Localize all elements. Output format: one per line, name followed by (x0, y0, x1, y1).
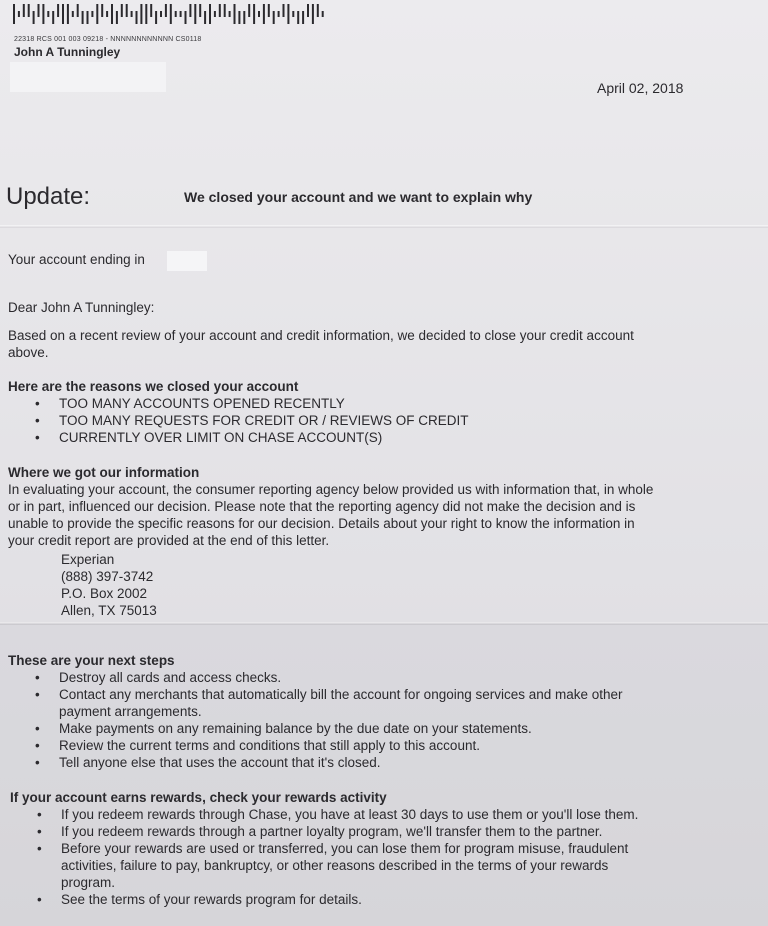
barcode-bar (52, 11, 54, 24)
barcode-bar (62, 4, 64, 24)
barcode-bar (229, 11, 231, 17)
barcode-bar (136, 11, 138, 24)
barcode-bar (253, 4, 255, 24)
barcode-bar (322, 11, 324, 17)
barcode-bar (87, 11, 89, 24)
barcode-bar (268, 4, 270, 17)
barcode-bar (180, 11, 182, 17)
barcode-bar (18, 11, 20, 17)
barcode-bar (204, 11, 206, 24)
bullet-icon: • (35, 430, 40, 445)
bullet-icon: • (35, 687, 40, 702)
barcode-bar (224, 4, 226, 17)
bullet-icon: • (35, 396, 40, 411)
barcode-bar (96, 4, 98, 24)
intro-line: above. (8, 345, 49, 360)
update-title: We closed your account and we want to explain why (184, 189, 533, 205)
bullet-icon: • (35, 738, 40, 753)
barcode-bar (23, 4, 25, 17)
barcode-bar (283, 4, 285, 17)
redacted-account-number (167, 251, 207, 271)
barcode-bar (219, 4, 221, 17)
bullet-icon: • (37, 892, 42, 907)
fold-line (0, 622, 768, 625)
step-item: • Review the current terms and conditions that still apply to this account. (35, 738, 480, 753)
reason-item: • TOO MANY REQUESTS FOR CREDIT OR / REVIEWS OF CREDIT (35, 413, 469, 428)
update-label: Update: (6, 183, 91, 210)
agency-address (61, 551, 157, 619)
next-steps-list (35, 669, 623, 771)
barcode-bar (263, 4, 265, 24)
barcode-bar (297, 11, 299, 24)
rewards-item: • If you redeem rewards through Chase, you have at least 30 days to use them or you'll lose them. (37, 807, 639, 822)
barcode-bar (317, 4, 319, 17)
step-item: • Destroy all cards and access checks. (35, 670, 282, 685)
bullet-icon: • (35, 755, 40, 770)
next-steps-heading: These are your next steps (8, 653, 175, 668)
barcode-bar (278, 11, 280, 17)
barcode-bar (28, 4, 30, 17)
barcode-bar (67, 4, 69, 24)
barcode-bar (170, 4, 172, 24)
barcode-bar (42, 4, 44, 24)
info-line: In evaluating your account, the consumer reporting agency below provided us with information that, in whole (8, 482, 654, 497)
barcode-bar (185, 11, 187, 24)
reason-item: • CURRENTLY OVER LIMIT ON CHASE ACCOUNT(S) (35, 430, 383, 445)
bullet-icon: • (35, 413, 40, 428)
agency-po-box: P.O. Box 2002 (61, 586, 148, 601)
barcode-bar (150, 4, 152, 17)
barcode-bar (111, 4, 113, 24)
rewards-item: • Before your rewards are used or transferred, you can lose them for program misuse, fraudulent activities, failure to pay, bankruptcy, or other reasons described in the terms of your rewards program. (37, 841, 629, 890)
barcode-bar (234, 4, 236, 24)
recipient-name: John A Tunningley (14, 45, 121, 59)
fold-line (0, 225, 768, 228)
barcode-bar (121, 4, 123, 17)
barcode-bar (292, 11, 294, 17)
barcode-bar (155, 11, 157, 24)
info-line: unable to provide the specific reasons for our decision. Details about your right to know the information in (8, 516, 635, 531)
barcode-bar (302, 11, 304, 24)
rewards-item: • See the terms of your rewards program for details. (37, 892, 362, 907)
barcode-bar (307, 4, 309, 17)
barcode-bar (140, 4, 142, 24)
barcode-bar (209, 4, 211, 24)
barcode-bar (189, 4, 191, 17)
account-line: Your account ending in (8, 252, 145, 267)
bullet-icon: • (37, 824, 42, 839)
agency-name: Experian (61, 552, 115, 567)
rewards-item: • If you redeem rewards through a partner loyalty program, we'll transfer them to the partner. (37, 824, 603, 839)
barcode-bar (131, 11, 133, 17)
intro-line: Based on a recent review of your account and credit information, we decided to close your credit account (8, 328, 634, 343)
barcode-bar (38, 4, 40, 17)
barcode-bar (13, 4, 15, 24)
barcode-bar (145, 4, 147, 24)
barcode-bar (91, 11, 93, 17)
barcode-bar (165, 4, 167, 17)
rewards-heading: If your account earns rewards, check your rewards activity (10, 790, 387, 805)
letter-date: April 02, 2018 (597, 80, 684, 96)
barcode-bar (116, 11, 118, 24)
barcode-bar (72, 11, 74, 17)
reasons-heading: Here are the reasons we closed your account (8, 379, 299, 394)
step-item: • Contact any merchants that automatically bill the account for ongoing services and make other payment arrangements. (35, 687, 623, 719)
step-item: • Make payments on any remaining balance by the due date on your statements. (35, 721, 532, 736)
barcode-bar (199, 4, 201, 17)
barcode-bar (214, 11, 216, 17)
greeting: Dear John A Tunningley: (8, 300, 155, 315)
barcode-bar (248, 4, 250, 17)
barcode-bar (126, 4, 128, 17)
info-line: your credit report are provided at the end of this letter. (8, 533, 330, 548)
step-item: • Tell anyone else that uses the account that it's closed. (35, 755, 381, 770)
barcode-bar (287, 4, 289, 24)
barcode-bar (47, 11, 49, 17)
postal-barcode (12, 4, 327, 24)
info-heading: Where we got our information (8, 465, 200, 480)
agency-city: Allen, TX 75013 (61, 603, 157, 618)
barcode-bar (106, 11, 108, 17)
barcode-bar (77, 4, 79, 17)
barcode-bar (33, 11, 35, 24)
barcode-bar (175, 11, 177, 17)
barcode-bar (258, 11, 260, 17)
info-line: or in part, influenced our decision. Please note that the reporting agency did not make the decision and is (8, 499, 636, 514)
barcode-bar (273, 11, 275, 24)
barcode-bar (243, 11, 245, 24)
barcode-bar (194, 4, 196, 24)
barcode-bar (82, 11, 84, 24)
barcode-bar (101, 4, 103, 17)
bullet-icon: • (37, 807, 42, 822)
bullet-icon: • (35, 721, 40, 736)
barcode-bar (57, 4, 59, 17)
bullet-icon: • (37, 841, 42, 856)
barcode-bar (238, 11, 240, 24)
redacted-address (10, 62, 166, 92)
reason-item: • TOO MANY ACCOUNTS OPENED RECENTLY (35, 396, 345, 411)
mailing-code: 22318 RCS 001 003 09218 - NNNNNNNNNNNN CS0118 (14, 36, 202, 43)
barcode-bar (160, 11, 162, 17)
bullet-icon: • (35, 670, 40, 685)
agency-phone: (888) 397-3742 (61, 569, 154, 584)
reasons-list (35, 395, 469, 446)
rewards-list (37, 806, 638, 908)
barcode-bar (312, 4, 314, 24)
